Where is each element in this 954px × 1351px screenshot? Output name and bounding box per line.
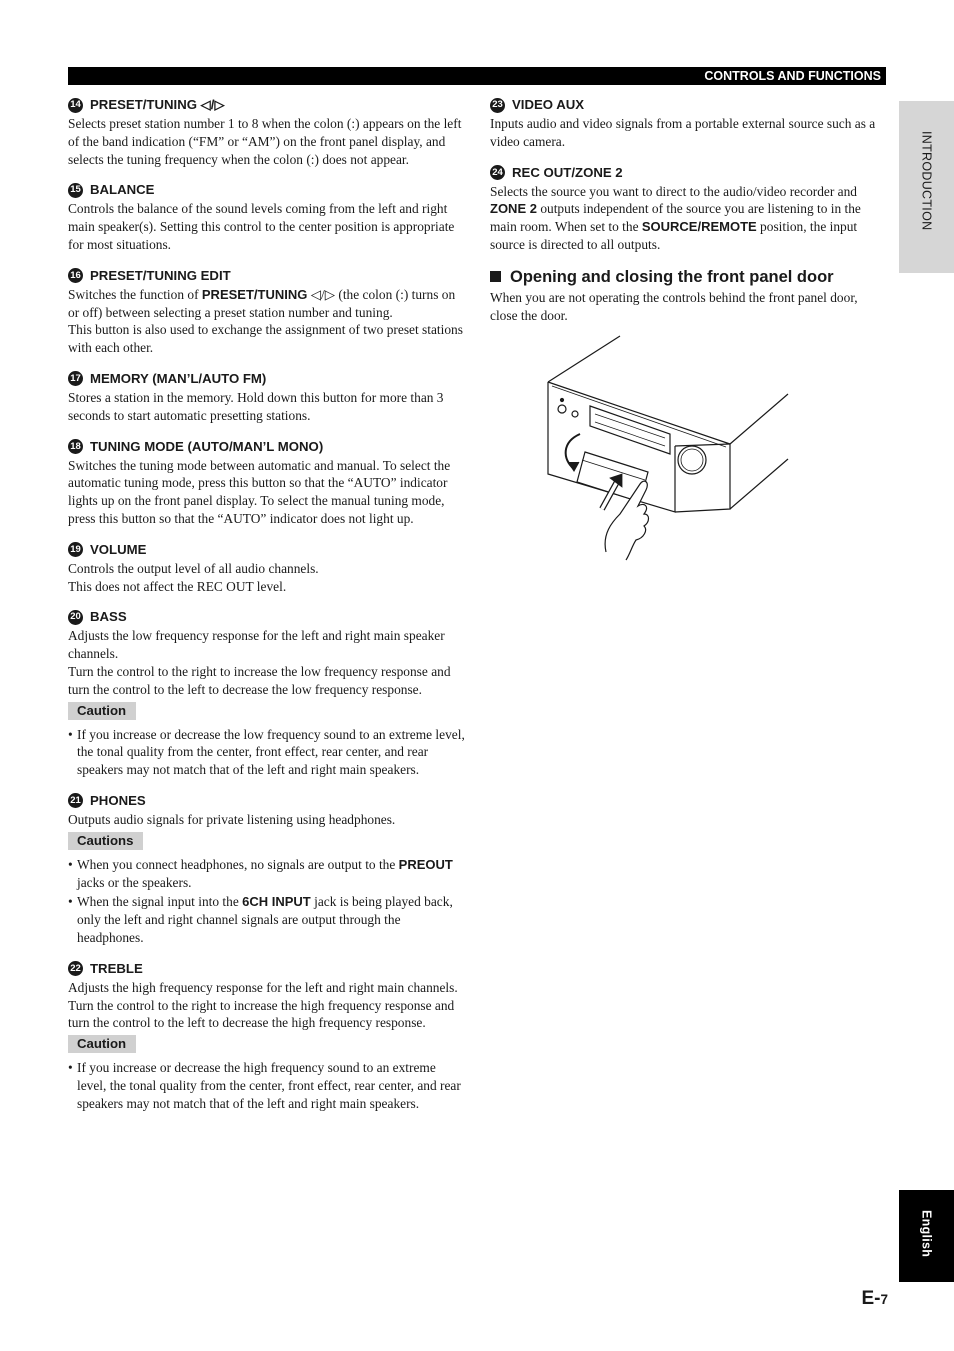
item-rec-out-zone2: [490, 164, 888, 254]
item-number: 22: [68, 961, 83, 976]
page-number: [861, 1288, 888, 1310]
item-text: [490, 183, 888, 254]
item-text: Controls the output level of all audio channels.: [68, 560, 319, 576]
section-title: Opening and closing the front panel door: [510, 267, 834, 286]
receiver-door-illustration: [540, 334, 792, 562]
item-number: 23: [490, 98, 505, 113]
item-preset-tuning: [68, 96, 466, 168]
page-number-prefix: E-: [861, 1288, 881, 1309]
text-run: position, the input source is directed to all outputs.: [490, 219, 858, 252]
item-treble: [68, 960, 466, 1113]
item-text: Adjusts the high frequency response for the left and right main channels.: [68, 979, 458, 995]
caution-label: Caution: [68, 1035, 136, 1053]
caution-bullet: [68, 893, 466, 946]
text-run: When the signal input into the: [77, 894, 243, 910]
item-memory: [68, 370, 466, 425]
text-bold: PRESET/TUNING: [201, 286, 308, 302]
item-title: BALANCE: [90, 182, 155, 198]
item-title: PHONES: [90, 792, 146, 808]
item-title: TREBLE: [90, 960, 143, 976]
header-title: CONTROLS AND FUNCTIONS: [704, 69, 881, 83]
section-text: When you are not operating the controls behind the front panel door, close the door.: [490, 289, 858, 323]
text-bold: ZONE 2: [490, 201, 537, 217]
square-bullet-icon: [490, 271, 501, 282]
item-phones: [68, 792, 466, 947]
item-text: Inputs audio and video signals from a portable external source such as a video camera.: [490, 116, 876, 149]
item-volume: [68, 541, 466, 596]
text-run: Switches the function of: [68, 286, 202, 302]
item-title: VOLUME: [90, 541, 147, 557]
left-column: [68, 96, 466, 1125]
header-bar: [68, 67, 886, 85]
item-text: [68, 286, 466, 322]
text-run: ◁/▷ (the colon (:) turns on or off) between selecting a preset station number and tuning.: [68, 286, 456, 320]
caution-label: Cautions: [68, 832, 143, 850]
item-number: 14: [68, 98, 83, 113]
caution-bullet: • If you increase or decrease the high frequency sound to an extreme level, the tonal quality from the center, front effect, rear center, and rear speakers may not match that of the left and right main speakers.: [68, 1059, 466, 1112]
language-tab: [899, 1190, 954, 1282]
item-tuning-mode: [68, 438, 466, 528]
page-number-value: 7: [880, 1292, 888, 1307]
item-text: Turn the control to the right to increase the low frequency response and turn the control to the left to decrease the low frequency response.: [68, 663, 451, 697]
item-title: MEMORY (MAN’L/AUTO FM): [90, 370, 267, 386]
item-title: PRESET/TUNING ◁/▷: [90, 97, 225, 112]
item-title: VIDEO AUX: [512, 97, 585, 112]
item-text: Adjusts the low frequency response for the left and right main speaker channels.: [68, 628, 445, 662]
item-balance: [68, 181, 466, 253]
item-number: 21: [68, 793, 83, 808]
item-number: 18: [68, 439, 83, 454]
text-bold: PREOUT: [398, 856, 453, 872]
text-run: jacks or the speakers.: [77, 874, 192, 890]
item-text: Controls the balance of the sound levels coming from the left and right main speaker(s). Setting this control to the center position is appropriate for most situations.: [68, 201, 455, 252]
text-bold: SOURCE/REMOTE: [641, 219, 757, 235]
item-number: 20: [68, 610, 83, 625]
text-bold: 6CH INPUT: [242, 894, 311, 910]
item-preset-tuning-edit: [68, 267, 466, 357]
item-text: Stores a station in the memory. Hold down this button for more than 3 seconds to start automatic presetting stations.: [68, 389, 444, 423]
text-run: When you connect headphones, no signals are output to the: [77, 856, 399, 872]
item-title: TUNING MODE (AUTO/MAN’L MONO): [90, 438, 324, 454]
item-text: Switches the tuning mode between automatic and manual. To select the automatic tuning mode, press this button so that the “AUTO” indicator lights up on the front panel display. To select the manual tuning mode, press this button so that the “AUTO” indicator does not light up.: [68, 457, 451, 526]
item-title: REC OUT/ZONE 2: [512, 164, 623, 180]
caution-label: Caution: [68, 702, 136, 720]
caution-bullet: [68, 856, 466, 892]
section-tab-label: INTRODUCTION: [919, 131, 934, 231]
right-column: [490, 96, 888, 324]
item-text: Selects preset station number 1 to 8 when the colon (:) appears on the left of the band indication (“FM” or “AM”) on the front panel display, and selects the tuning frequency when the colon (:) does not appear.: [68, 116, 462, 167]
item-text: Outputs audio signals for private listening using headphones.: [68, 811, 396, 827]
item-number: 17: [68, 371, 83, 386]
item-number: 24: [490, 165, 505, 180]
item-text: This does not affect the REC OUT level.: [68, 578, 287, 594]
item-title: BASS: [90, 609, 127, 625]
item-title: PRESET/TUNING EDIT: [90, 267, 231, 283]
language-tab-label: English: [919, 1210, 934, 1258]
caution-bullet: • If you increase or decrease the low frequency sound to an extreme level, the tonal quality from the center, front effect, rear center, and rear speakers may not match that of the left and right main speakers.: [68, 726, 466, 779]
item-number: 15: [68, 183, 83, 198]
item-bass: [68, 608, 466, 779]
text-run: Selects the source you want to direct to the audio/video recorder and: [490, 183, 858, 199]
item-number: 16: [68, 268, 83, 283]
section-front-door: [490, 267, 888, 325]
item-number: 19: [68, 542, 83, 557]
item-text: This button is also used to exchange the assignment of two preset stations with each other.: [68, 322, 463, 356]
item-text: Turn the control to the right to increase the high frequency response and turn the control to the left to decrease the high frequency response.: [68, 997, 455, 1031]
text-run: outputs independent of the source you are listening to in the main room. When set to the: [490, 201, 861, 235]
item-video-aux: [490, 96, 888, 151]
text-run: jack is being played back, only the left and right channel signals are output through the headphones.: [77, 894, 453, 945]
section-tab-introduction: [899, 101, 954, 273]
